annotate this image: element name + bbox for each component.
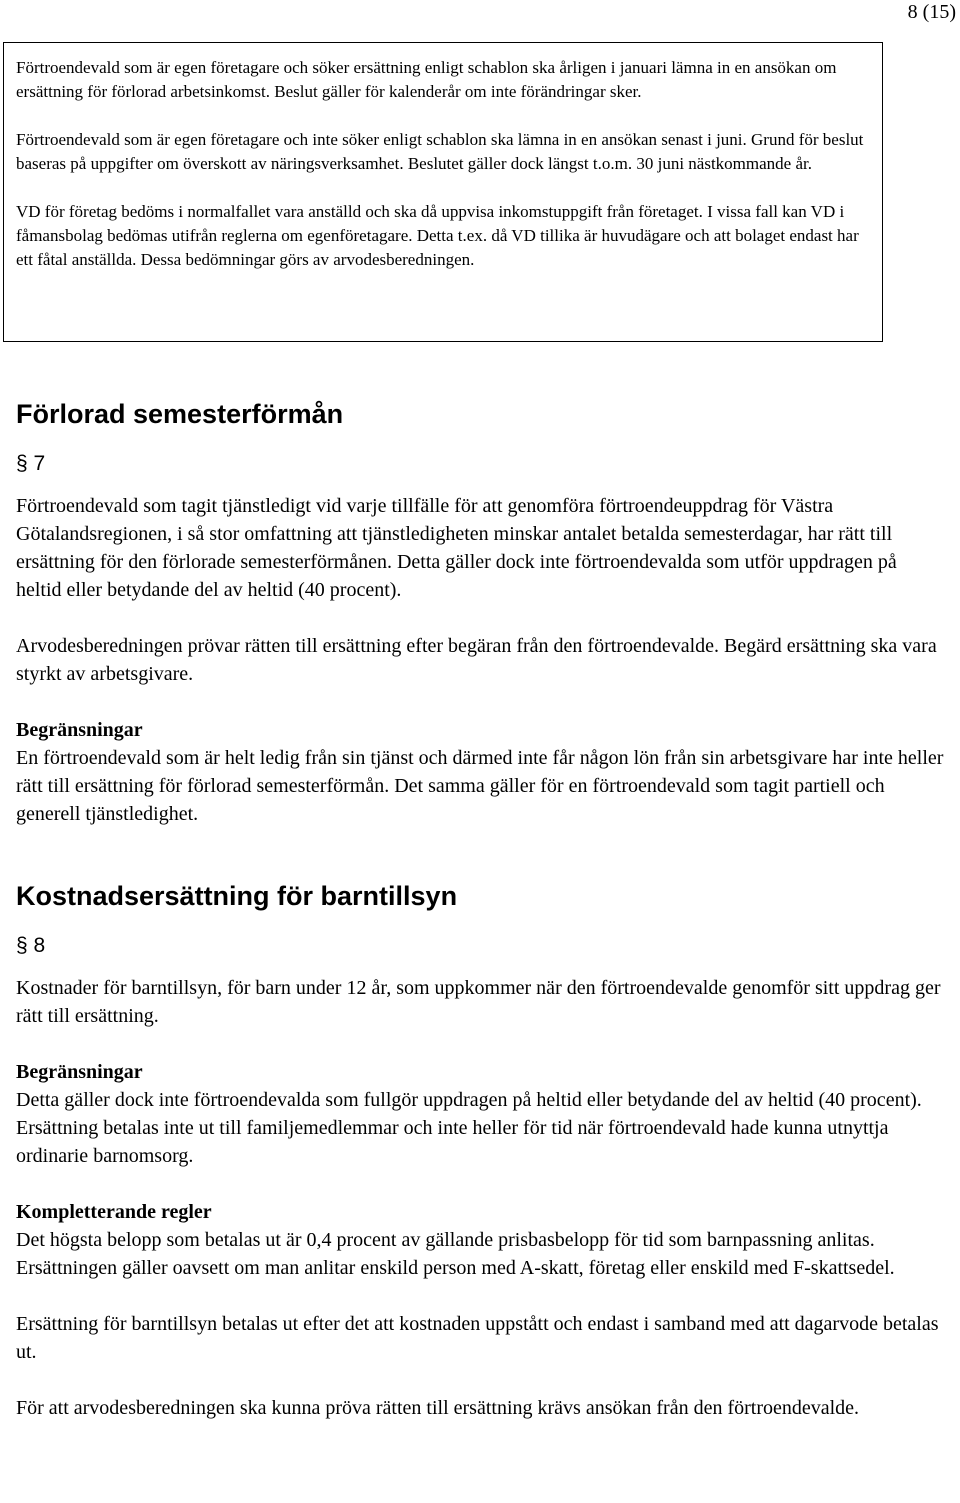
- paragraph-number-8: § 8: [16, 934, 46, 957]
- box-paragraph-2: Förtroendevald som är egen företagare och inte söker enligt schablon ska lämna in en ansökan senast i juni. Grund för beslut baseras på uppgifter om överskott av näringsverksamhet. Beslutet gäller dock längst t.o.m. 30 juni nästkommande år.: [16, 130, 864, 173]
- box-paragraph-3: VD för företag bedöms i normalfallet vara anställd och ska då uppvisa inkomstuppgift från företaget. I vissa fall kan VD i fåmansbolag bedömas utifrån reglerna om egenföretagare. Detta t.ex. då VD tillika är huvudägare och att bolaget endast har ett fåtal anställda. Dessa bedömningar görs av arvodesberedningen.: [16, 202, 859, 269]
- boxed-note: [3, 42, 883, 342]
- semester-subheading-limits: Begränsningar: [16, 719, 143, 741]
- box-paragraph-1: Förtroendevald som är egen företagare och söker ersättning enligt schablon ska årligen i januari lämna in en ansökan om ersättning för förlorad arbetsinkomst. Beslut gäller för kalenderår om inte förändringar sker.: [16, 58, 837, 101]
- page-number: 8 (15): [907, 1, 956, 23]
- main-content: [16, 396, 946, 1422]
- childcare-paragraph-2: Detta gäller dock inte förtroendevalda som fullgör uppdragen på heltid eller betydande del av heltid (40 procent). Ersättning betalas inte ut till familjemedlemmar och inte heller för tid när förtroendevald hade kunna utnyttja ordinarie barnomsorg.: [16, 1089, 922, 1167]
- section-heading-semester: Förlorad semesterförmån: [16, 399, 344, 429]
- childcare-paragraph-1: Kostnader för barntillsyn, för barn under 12 år, som uppkommer när den förtroendevalde genomför sitt uppdrag ger rätt till ersättning.: [16, 977, 941, 1027]
- childcare-subheading-additional-rules: Kompletterande regler: [16, 1201, 212, 1223]
- childcare-paragraph-4: Ersättning för barntillsyn betalas ut efter det att kostnaden uppstått och endast i samband med att dagarvode betalas ut.: [16, 1313, 939, 1363]
- semester-paragraph-3: En förtroendevald som är helt ledig från sin tjänst och därmed inte får någon lön från sin arbetsgivare har inte heller rätt till ersättning för förlorad semesterförmån. Det samma gäller för en förtroendevald som tagit partiell och generell tjänstledighet.: [16, 747, 944, 825]
- section-heading-childcare: Kostnadsersättning för barntillsyn: [16, 881, 458, 911]
- childcare-paragraph-3: Det högsta belopp som betalas ut är 0,4 procent av gällande prisbasbelopp för tid som barnpassning anlitas. Ersättningen gäller oavsett om man anlitar enskild person med A-skatt, företag eller enskild med F-skattsedel.: [16, 1229, 895, 1279]
- semester-paragraph-1: Förtroendevald som tagit tjänstledigt vid varje tillfälle för att genomföra förtroendeuppdrag för Västra Götalandsregionen, i så stor omfattning att tjänstledigheten minskar antalet betalda semesterdagar, har rätt till ersättning för den förlorade semesterförmånen. Detta gäller dock inte förtroendevalda som utför uppdragen på heltid eller betydande del av heltid (40 procent).: [16, 495, 897, 601]
- childcare-subheading-limits: Begränsningar: [16, 1061, 143, 1083]
- semester-paragraph-2: Arvodesberedningen prövar rätten till ersättning efter begäran från den förtroendevalde. Begärd ersättning ska vara styrkt av arbetsgivare.: [16, 635, 937, 685]
- paragraph-number-7: § 7: [16, 452, 46, 475]
- childcare-paragraph-5: För att arvodesberedningen ska kunna pröva rätten till ersättning krävs ansökan från den förtroendevalde.: [16, 1397, 860, 1419]
